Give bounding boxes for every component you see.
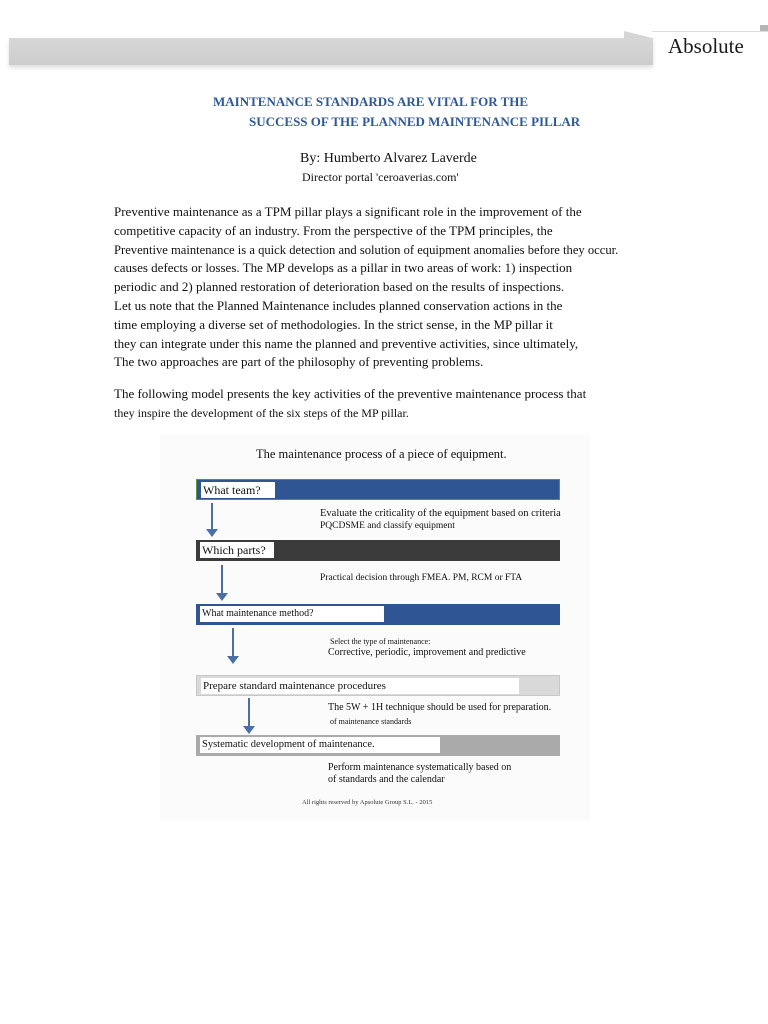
step-note: PQCDSME and classify equipment (320, 521, 455, 531)
step-label: What maintenance method? (200, 606, 384, 622)
step-note: of maintenance standards (330, 717, 412, 726)
step-note: Select the type of maintenance: (330, 637, 431, 646)
step-label: What team? (201, 482, 275, 498)
step-note: Evaluate the criticality of the equipment based on criteria (320, 508, 561, 519)
paragraph-line: time employing a diverse set of methodologies. In the strict sense, in the MP pillar it (114, 316, 553, 332)
paragraph-line: The two approaches are part of the philosophy of preventing problems. (114, 354, 484, 370)
down-arrow-icon (206, 503, 218, 537)
author-role: Director portal 'ceroaverias.com' (302, 170, 459, 184)
down-arrow-icon (216, 565, 228, 601)
step-note: Practical decision through FMEA. PM, RCM or FTA (320, 573, 523, 583)
paragraph-line: competitive capacity of an industry. From the perspective of the TPM principles, the (114, 222, 553, 238)
figure-title: The maintenance process of a piece of equipment. (256, 447, 507, 461)
step-systematic-development (196, 735, 560, 756)
step-note: Perform maintenance systematically based on (328, 762, 512, 773)
paragraph-line: Let us note that the Planned Maintenance includes planned conservation actions in the (114, 297, 563, 313)
figure-copyright: All rights reserved by Apsolute Group S.L. - 2015 (302, 799, 433, 806)
paragraph-line: periodic and 2) planned restoration of deterioration based on the results of inspections. (114, 279, 565, 295)
step-maintenance-method (196, 604, 560, 625)
down-arrow-icon (227, 628, 239, 664)
step-what-team (196, 479, 560, 500)
paragraph-line: causes defects or losses. The MP develops as a pillar in two areas of work: 1) inspection (114, 260, 573, 276)
step-note: of standards and the calendar (328, 774, 445, 785)
author-byline: By: Humberto Alvarez Laverde (300, 151, 477, 166)
step-label: Systematic development of maintenance. (200, 737, 440, 753)
paragraph-model (114, 385, 754, 423)
step-note: Corrective, periodic, improvement and predictive (328, 647, 526, 658)
brand-logo-text: Absolute (668, 34, 744, 58)
step-prepare-procedures (196, 675, 560, 696)
article-title-line1: MAINTENANCE STANDARDS ARE VITAL FOR THE (213, 94, 529, 109)
paragraph-intro (114, 203, 754, 372)
header-rule (652, 31, 768, 32)
step-note: The 5W + 1H technique should be used for preparation. (328, 702, 552, 713)
step-which-parts (196, 540, 560, 561)
step-label: Which parts? (200, 542, 274, 558)
down-arrow-icon (243, 698, 255, 734)
article-title-line2: SUCCESS OF THE PLANNED MAINTENANCE PILLAR (249, 114, 581, 129)
step-label: Prepare standard maintenance procedures (201, 678, 519, 694)
paragraph-line: they inspire the development of the six steps of the MP pillar. (114, 405, 409, 420)
header-bar (9, 38, 653, 65)
paragraph-line: The following model presents the key activities of the preventive maintenance process that (114, 386, 587, 401)
paragraph-line: Preventive maintenance is a quick detection and solution of equipment anomalies before they occur. (114, 242, 619, 257)
paragraph-line: they can integrate under this name the planned and preventive activities, since ultimately, (114, 335, 579, 351)
paragraph-line: Preventive maintenance as a TPM pillar plays a significant role in the improvement of the (114, 204, 582, 219)
